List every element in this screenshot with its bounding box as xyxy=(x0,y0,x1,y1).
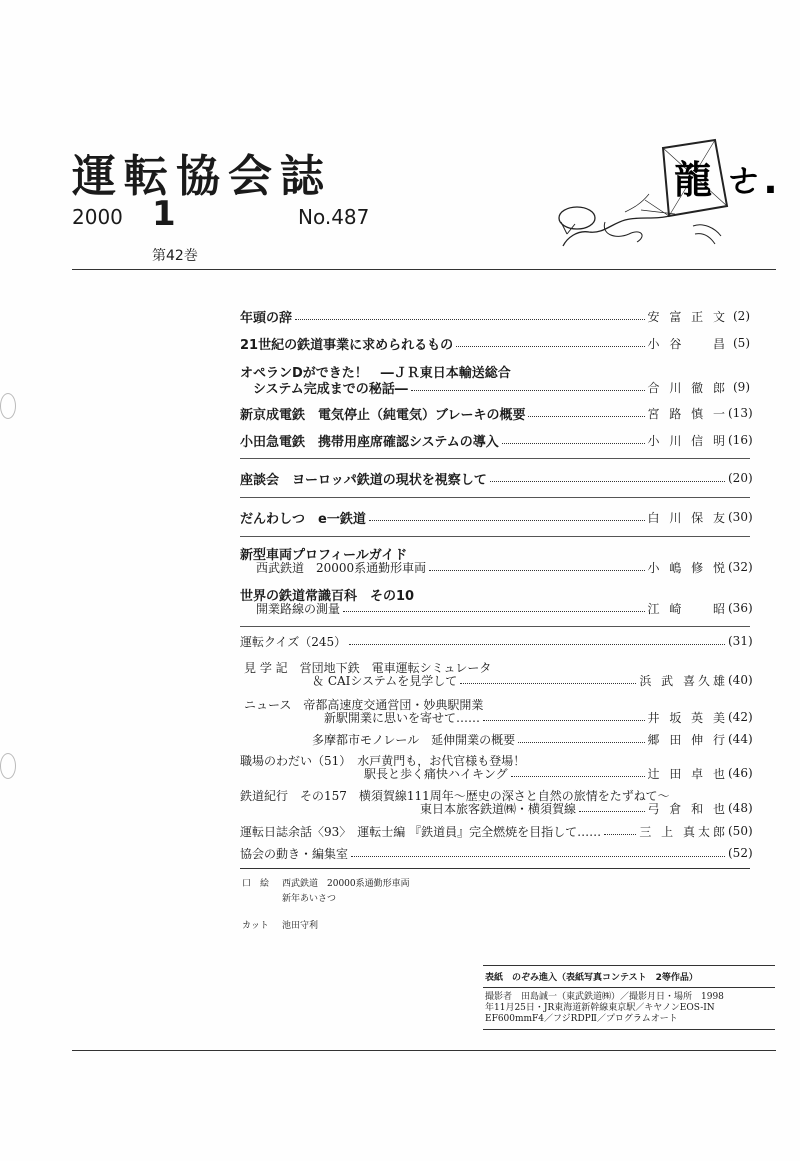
toc-row xyxy=(256,557,753,577)
toc-page: (20) xyxy=(728,471,753,485)
footer-rule xyxy=(72,1050,776,1051)
toc-title: 年頭の辞 xyxy=(240,310,293,326)
toc-page: (50) xyxy=(728,824,753,838)
cover-credit-line: 年11月25日・JR東海道新幹線東京駅／キヤノンEOS-IN xyxy=(485,1003,715,1013)
cover-credit-line: EF600mmF4／フジRDPⅡ／プログラムオート xyxy=(485,1014,678,1024)
toc-page: (44) xyxy=(728,732,753,746)
toc-title: 協会の動き・編集室 xyxy=(240,846,349,861)
cover-heading: 表紙 のぞみ進入（表紙写真コンテスト 2等作品） xyxy=(483,966,775,988)
cover-credit-line: 撮影者 田島誠一（東武鉄道㈱）／撮影月日・場所 1998 xyxy=(485,992,724,1002)
magazine-title: 運転協会誌 xyxy=(72,151,332,202)
cut-label: カット xyxy=(242,921,269,931)
toc-title: 運転クイズ（245） xyxy=(240,634,347,649)
toc-row xyxy=(240,468,753,488)
toc-title: 21世紀の鉄道事業に求められるもの xyxy=(240,337,454,353)
toc-row xyxy=(312,729,753,749)
dragon-kite-logo xyxy=(545,138,785,253)
toc-page: (31) xyxy=(728,634,753,648)
toc-title: 東日本旅客鉄道㈱・横須賀線 xyxy=(420,801,577,816)
leader-dots xyxy=(349,644,725,645)
toc-row xyxy=(240,430,753,450)
toc-title: 開業路線の測量 xyxy=(256,601,341,616)
section-divider xyxy=(240,458,750,459)
toc-title: 座談会 ヨーロッパ鉄道の現状を視察して xyxy=(240,472,487,488)
toc-row xyxy=(312,670,753,690)
toc-title: 新駅開業に思いを寄せて…… xyxy=(324,710,481,725)
toc-row xyxy=(324,707,753,727)
leader-dots xyxy=(343,611,645,612)
toc-author: 三 上 真太郎 xyxy=(639,824,728,839)
toc-page: (2) xyxy=(733,309,750,323)
toc-row xyxy=(240,333,750,353)
toc-page: (46) xyxy=(728,766,753,780)
binder-hole-top xyxy=(0,393,16,419)
toc-row xyxy=(364,763,753,783)
toc-page: (9) xyxy=(733,380,750,394)
leader-dots xyxy=(369,520,645,521)
toc-row xyxy=(240,403,753,423)
toc-title: 鉄道紀行 その157 横須賀線111周年～歴史の深さと自然の旅情をたずねて～ xyxy=(240,789,670,803)
toc-row xyxy=(420,798,753,818)
toc-row xyxy=(240,843,753,863)
toc-title: 駅長と歩く痛快ハイキング xyxy=(364,766,508,781)
toc-title: 西武鉄道 20000系通勤形車両 xyxy=(256,560,427,575)
toc-page: (13) xyxy=(728,406,753,420)
leader-dots xyxy=(411,390,645,391)
toc-title: だんわしつ e一鉄道 xyxy=(240,511,366,527)
toc-row xyxy=(240,631,753,651)
leader-dots xyxy=(460,683,636,684)
cover-info-box xyxy=(483,965,775,1030)
leader-dots xyxy=(518,742,644,743)
toc-row xyxy=(240,377,750,397)
leader-dots xyxy=(483,720,645,721)
section-divider xyxy=(240,536,750,537)
issue-number: No.487 xyxy=(298,205,370,229)
toc-page: (48) xyxy=(728,801,753,815)
toc-page: (32) xyxy=(728,560,753,574)
toc-row xyxy=(240,306,750,326)
toc-author: 白 川 保 友 xyxy=(647,510,728,525)
section-divider xyxy=(240,868,750,869)
toc-page: (42) xyxy=(728,710,753,724)
toc-page: (16) xyxy=(728,433,753,447)
cut-artist: 池田守利 xyxy=(282,921,319,931)
toc-page: (36) xyxy=(728,601,753,615)
toc-page: (40) xyxy=(728,673,753,687)
toc-title: 新型車両プロフィールガイド xyxy=(240,548,408,563)
toc-author: 小 谷 昌 xyxy=(647,336,728,351)
logo-lettering: 龍 ㄜ. xyxy=(674,158,778,202)
toc-author: 安 富 正 文 xyxy=(647,309,728,324)
leader-dots xyxy=(429,570,644,571)
toc-title: 新京成電鉄 電気停止（純電気）ブレーキの概要 xyxy=(240,407,526,423)
leader-dots xyxy=(511,776,645,777)
toc-author: 郷 田 伸 行 xyxy=(647,732,728,747)
section-divider xyxy=(240,626,750,627)
toc-title: ニュース 帝都高速度交通営団・妙典駅開業 xyxy=(244,698,484,712)
header-rule xyxy=(72,269,776,270)
leader-dots xyxy=(295,319,645,320)
issue-month: 1 xyxy=(152,194,176,234)
leader-dots xyxy=(502,443,645,444)
toc-page: (30) xyxy=(728,510,753,524)
toc-author: 宮 路 慎 一 xyxy=(647,406,728,421)
cover-credits xyxy=(483,988,775,1029)
toc-author: 井 坂 英 美 xyxy=(647,710,728,725)
toc-row xyxy=(240,507,753,527)
toc-author: 弓 倉 和 也 xyxy=(647,801,728,816)
toc-row xyxy=(256,598,753,618)
toc-title: 多摩都市モノレール 延伸開業の概要 xyxy=(312,732,516,747)
frontispiece-line1: 西武鉄道 20000系通勤形車両 xyxy=(282,879,410,889)
binder-hole-bottom xyxy=(0,753,16,779)
toc-author: 江 崎 昭 xyxy=(647,601,728,616)
toc-title: 見 学 記 営団地下鉄 電車運転シミュレータ xyxy=(244,661,492,675)
frontispiece-label: 口 絵 xyxy=(242,879,270,889)
toc-title: ＆ CAIシステムを見学して xyxy=(312,673,458,688)
issue-year: 2000 xyxy=(72,205,123,229)
toc-title: 世界の鉄道常識百科 その10 xyxy=(240,589,415,604)
leader-dots xyxy=(351,856,725,857)
toc-author: 合 川 徹 郎 xyxy=(647,380,728,395)
leader-dots xyxy=(456,346,644,347)
toc-page: (52) xyxy=(728,846,753,860)
frontispiece-line2: 新年あいさつ xyxy=(282,894,337,904)
toc-row xyxy=(240,821,753,841)
toc-title: システム完成までの秘話― xyxy=(240,381,408,397)
toc-title: オペランDができた！ ―ＪＲ東日本輸送総合 xyxy=(240,366,511,381)
toc-author: 小 嶋 修 悦 xyxy=(647,560,728,575)
toc-page: (5) xyxy=(733,336,750,350)
toc-author: 辻 田 卓 也 xyxy=(647,766,728,781)
leader-dots xyxy=(604,834,636,835)
toc-title: 職場のわだい（51） 水戸黄門も，お代官様も登場！ xyxy=(240,754,526,768)
leader-dots xyxy=(528,416,644,417)
toc-author: 浜 武 喜久雄 xyxy=(639,673,728,688)
volume-number: 第42巻 xyxy=(152,248,198,264)
leader-dots xyxy=(579,811,645,812)
leader-dots xyxy=(490,481,725,482)
toc-author: 小 川 信 明 xyxy=(647,433,728,448)
toc-title: 運転日誌余話〈93〉 運転士編 『鉄道員』完全燃焼を目指して…… xyxy=(240,824,602,839)
toc-title: 小田急電鉄 携帯用座席確認システムの導入 xyxy=(240,434,499,450)
section-divider xyxy=(240,497,750,498)
